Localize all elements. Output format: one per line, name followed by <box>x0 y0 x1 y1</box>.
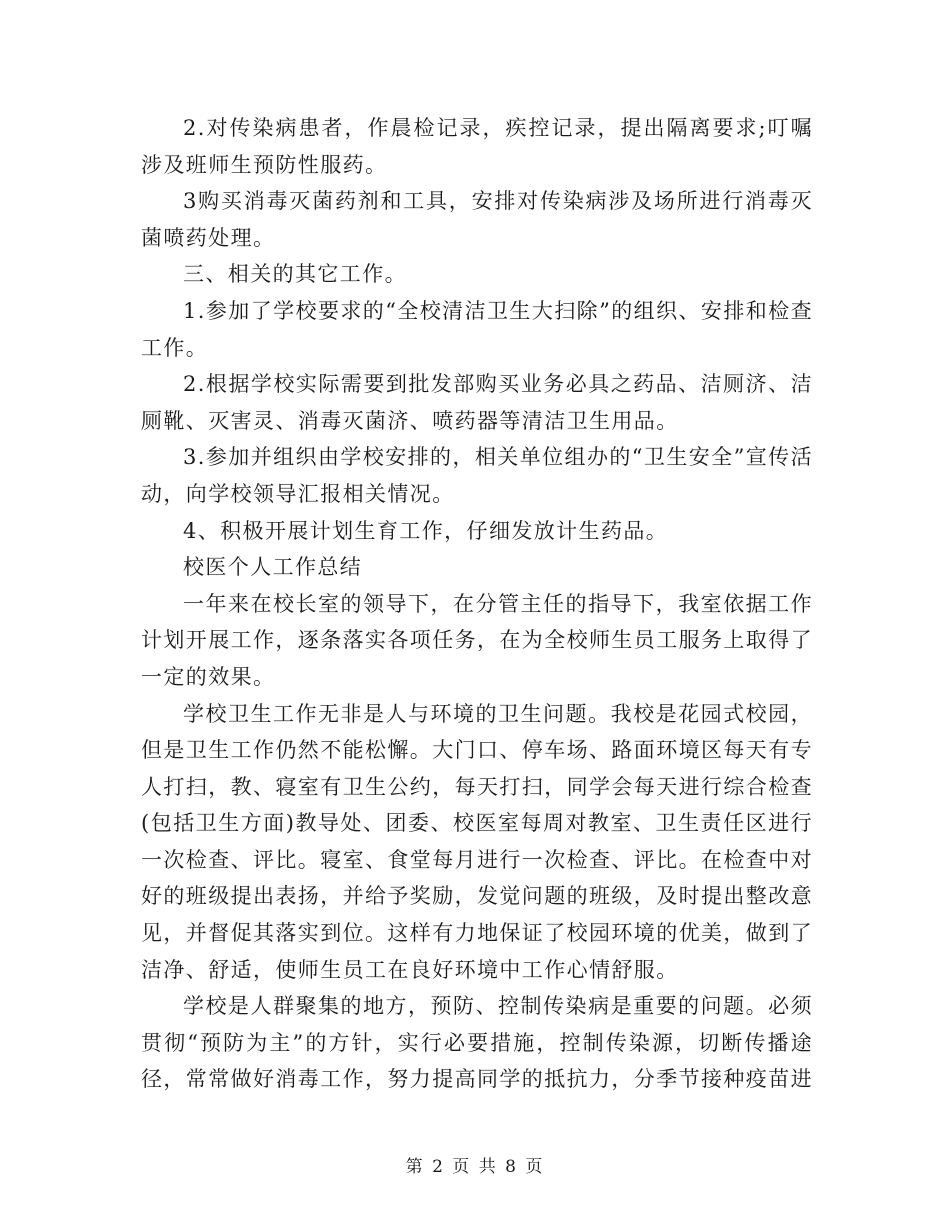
section-heading: 三、相关的其它工作。 <box>183 262 407 287</box>
document-title: 校医个人工作总结 <box>183 555 363 580</box>
paragraph: 3购买消毒灭菌药剂和工具，安排对传染病涉及场所进行消毒灭菌喷药处理。 <box>141 189 813 250</box>
paragraph: 学校卫生工作无非是人与环境的卫生问题。我校是花园式校园，但是卫生工作仍然不能松懈。大门口、停车场、路面环境区每天有专人打扫，教、寝室有卫生公约，每天打扫，同学会每天进行综合检查(包括卫生方面)教导处、团委、校医室每周对教室、卫生责任区进行一次检查、评比。寝室、食堂每月进行一次检查、评比。在检查中对好的班级提出表扬，并给予奖励，发觉问题的班级，及时提出整改意见，并督促其落实到位。这样有力地保证了校园环境的优美，做到了洁净、舒适，使师生员工在良好环境中工作心情舒服。 <box>141 701 813 982</box>
document-body <box>141 110 813 1098</box>
paragraph: 3.参加并组织由学校安排的，相关单位组办的“卫生安全”宣传活动，向学校领导汇报相关情况。 <box>141 445 813 506</box>
page-footer: 第 2 页 共 8 页 <box>405 1157 545 1177</box>
paragraph: 2.对传染病患者，作晨检记录，疾控记录，提出隔离要求;叮嘱涉及班师生预防性服药。 <box>141 116 813 177</box>
paragraph: 1.参加了学校要求的“全校清洁卫生大扫除”的组织、安排和检查工作。 <box>141 298 813 360</box>
paragraph: 学校是人群聚集的地方，预防、控制传染病是重要的问题。必须贯彻“预防为主”的方针，实行必要措施，控制传染源，切断传播途径，常常做好消毒工作，努力提高同学的抵抗力，分季节接种疫苗进 <box>141 994 813 1092</box>
paragraph: 2.根据学校实际需要到批发部购买业务必具之药品、洁厕济、洁厕靴、灭害灵、消毒灭菌济、喷药器等清洁卫生用品。 <box>141 372 813 433</box>
paragraph: 4、积极开展计划生育工作，仔细发放计生药品。 <box>183 518 669 543</box>
paragraph: 一年来在校长室的领导下，在分管主任的指导下，我室依据工作计划开展工作，逐条落实各项任务，在为全校师生员工服务上取得了一定的效果。 <box>141 591 813 689</box>
